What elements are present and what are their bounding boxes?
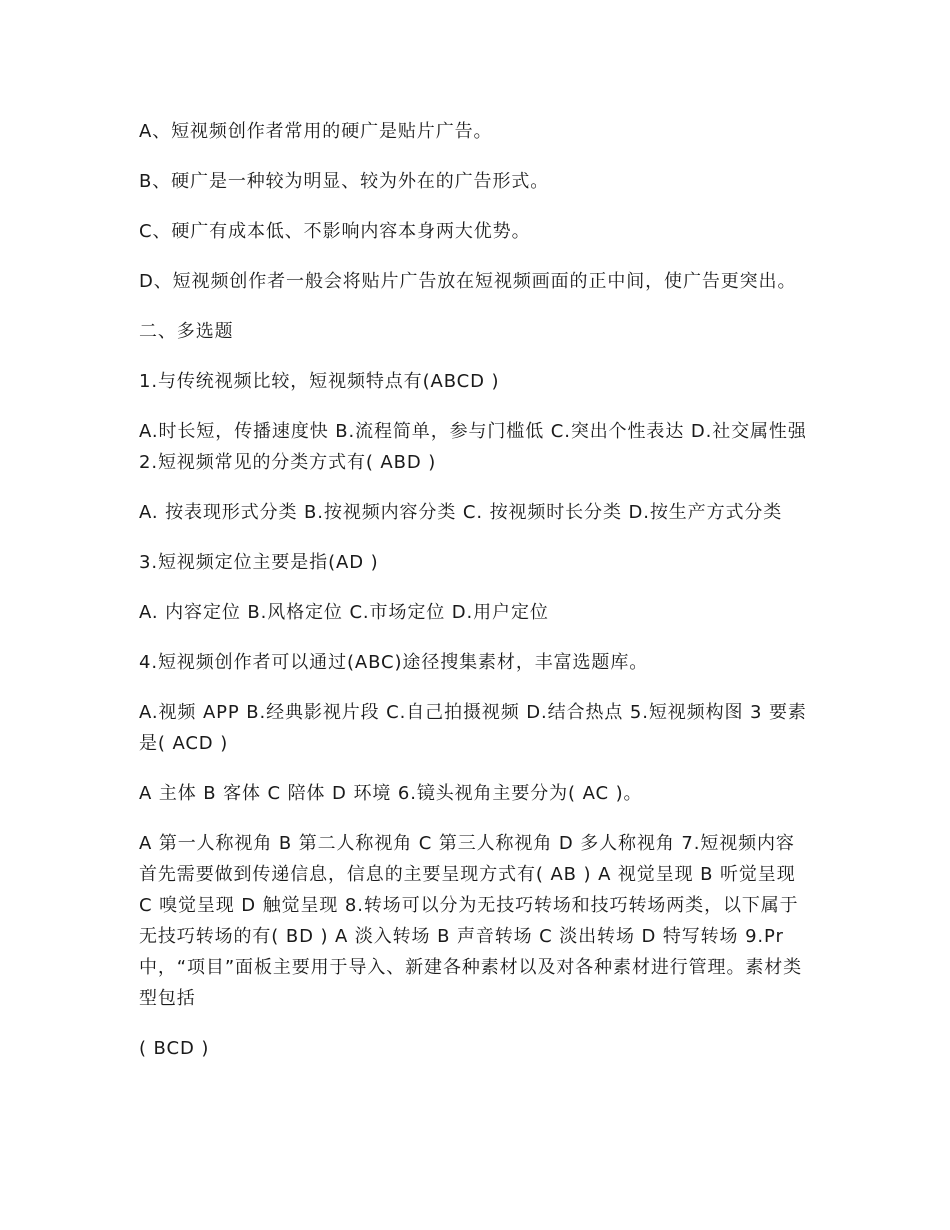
question-6-9-block: A 第一人称视角 B 第二人称视角 C 第三人称视角 D 多人称视角 7.短视频内容首先需要做到传递信息，信息的主要呈现方式有( AB ) A 视觉呈现 B 听觉呈现 C 嗅觉呈现 D 触觉呈现 8.转场可以分为无技巧转场和技巧转场两类，以下属于无技巧转场的有( BD ) A 淡入转场 B 声音转场 C 淡出转场 D 特写转场 9.Pr 中，“项目”面板主要用于导入、新建各种素材以及对各种素材进行管理。素材类型包括 xyxy=(139,833,803,1009)
question-4-options: A.视频 APP B.经典影视片段 C.自己拍摄视频 D.结合热点 5.短视频构图 3 要素是( ACD ) xyxy=(139,702,807,754)
paragraph-option-a: A、短视频创作者常用的硬广是贴片广告。 xyxy=(139,121,493,142)
question-3-options: A. 内容定位 B.风格定位 C.市场定位 D.用户定位 xyxy=(139,602,549,623)
document-body xyxy=(139,116,811,1083)
paragraph-option-c: C、硬广有成本低、不影响内容本身两大优势。 xyxy=(139,221,531,242)
question-1: 1.与传统视频比较，短视频特点有(ABCD ) xyxy=(139,371,500,392)
question-3: 3.短视频定位主要是指(AD ) xyxy=(139,552,379,573)
question-1-options: A.时长短，传播速度快 B.流程简单，参与门槛低 C.突出个性表达 D.社交属性强 2.短视频常见的分类方式有( ABD ) xyxy=(139,421,807,473)
question-5-options: A 主体 B 客体 C 陪体 D 环境 6.镜头视角主要分为( AC )。 xyxy=(139,783,643,804)
question-2-options: A. 按表现形式分类 B.按视频内容分类 C. 按视频时长分类 D.按生产方式分类 xyxy=(139,502,783,523)
paragraph-option-d: D、短视频创作者一般会将贴片广告放在短视频画面的正中间，使广告更突出。 xyxy=(139,271,797,292)
question-4: 4.短视频创作者可以通过(ABC)途径搜集素材，丰富选题库。 xyxy=(139,652,649,673)
question-9-answer: ( BCD ) xyxy=(139,1038,210,1059)
section-heading: 二、多选题 xyxy=(139,321,234,342)
paragraph-option-b: B、硬广是一种较为明显、较为外在的广告形式。 xyxy=(139,171,550,192)
